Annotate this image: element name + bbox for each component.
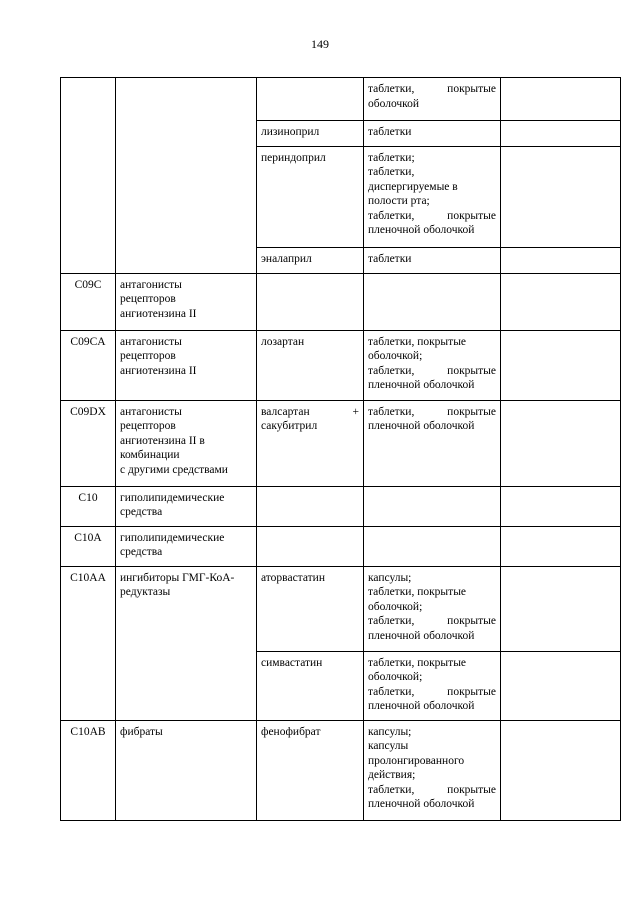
form-line: капсулы;: [368, 725, 412, 738]
table-row: [61, 720, 621, 820]
drug-cell: [257, 78, 364, 121]
group-cell: [116, 330, 257, 400]
group-cell: [116, 486, 257, 526]
form-line: оболочкой;: [368, 350, 423, 362]
form-line: пленочной оболочкой: [368, 379, 475, 391]
group-cell: [116, 273, 257, 330]
form-cell: [364, 146, 501, 247]
extra-cell: [501, 273, 621, 330]
form-line: таблетки;: [368, 151, 415, 164]
form-line: пленочной оболочкой: [368, 629, 475, 642]
drug-table: [60, 77, 621, 821]
group-cell: [116, 720, 257, 820]
group-line: антагонисты: [120, 405, 182, 418]
group-line: редуктазы: [120, 586, 171, 598]
table-row: [61, 566, 621, 651]
form-line: капсулы;: [368, 571, 412, 584]
form-line: оболочкой: [368, 97, 420, 110]
group-line: рецепторов: [120, 350, 176, 362]
form-text: покрытые: [447, 685, 496, 698]
group-line: ингибиторы ГМГ-КоА-: [120, 571, 235, 584]
group-line: ангиотензина II в: [120, 434, 205, 447]
form-text: таблетки,: [368, 405, 415, 418]
form-line: действия;: [368, 769, 416, 781]
drug-cell: лозартан: [257, 330, 364, 400]
atc-code-cell: [61, 78, 116, 274]
drug-line: валсартан +: [261, 405, 359, 418]
form-cell: [364, 330, 501, 400]
group-line: ангиотензина II: [120, 364, 197, 377]
form-cell: [364, 78, 501, 121]
group-line: гиполипидемические: [120, 531, 225, 544]
group-cell: [116, 566, 257, 720]
group-line: средства: [120, 546, 163, 558]
table-row: [61, 486, 621, 526]
group-line: рецепторов: [120, 420, 176, 432]
group-cell: [116, 526, 257, 566]
form-line: [368, 209, 496, 224]
form-line: пленочной оболочкой: [368, 700, 475, 712]
form-cell: [364, 273, 501, 330]
form-line: пленочной оболочкой: [368, 224, 475, 236]
drug-cell: валсартан + сакубитрил: [257, 400, 364, 486]
group-line: с другими средствами: [120, 463, 228, 476]
form-cell: [364, 566, 501, 651]
form-line: [368, 405, 496, 420]
extra-cell: [501, 486, 621, 526]
table-row: [61, 330, 621, 400]
form-line: таблетки, покрытые: [368, 335, 467, 348]
form-text: покрытые: [447, 364, 496, 377]
form-line: диспергируемые в: [368, 180, 458, 193]
group-cell: [116, 78, 257, 274]
page-number: 149: [311, 37, 329, 51]
drug-cell: лизиноприл: [257, 121, 364, 147]
form-line: [368, 685, 496, 700]
form-text: таблетки,: [368, 615, 415, 627]
drug-cell: [257, 526, 364, 566]
form-text: таблетки,: [368, 209, 415, 222]
extra-cell: [501, 330, 621, 400]
form-text: покрытые: [447, 405, 496, 418]
form-line: таблетки, покрытые: [368, 656, 467, 669]
form-cell: [364, 720, 501, 820]
extra-cell: [501, 400, 621, 486]
form-line: пролонгированного: [368, 754, 465, 767]
form-text: покрытые: [447, 615, 496, 627]
drug-cell: симвастатин: [257, 651, 364, 720]
drug-cell: [257, 486, 364, 526]
form-line: таблетки, покрытые: [368, 586, 467, 598]
group-line: комбинации: [120, 449, 180, 461]
table-row: [61, 78, 621, 121]
drug-cell: аторвастатин: [257, 566, 364, 651]
form-line: [368, 614, 496, 629]
group-cell: [116, 400, 257, 486]
extra-cell: [501, 566, 621, 651]
extra-cell: [501, 526, 621, 566]
form-text: таблетки,: [368, 364, 415, 377]
extra-cell: [501, 78, 621, 121]
form-text: таблетки,: [368, 783, 415, 796]
form-line: оболочкой;: [368, 600, 423, 613]
table-row: [61, 400, 621, 486]
form-text: таблетки,: [368, 685, 415, 698]
form-text: покрытые: [447, 783, 496, 796]
group-line: фибраты: [120, 725, 163, 738]
form-line: таблетки: [368, 126, 412, 138]
extra-cell: [501, 720, 621, 820]
form-cell: [364, 651, 501, 720]
form-line: пленочной оболочкой: [368, 420, 475, 432]
atc-code-cell: C10AA: [61, 566, 116, 720]
extra-cell: [501, 146, 621, 247]
form-line: таблетки: [368, 252, 412, 265]
form-line: оболочкой;: [368, 671, 423, 683]
form-line: [368, 82, 496, 97]
drug-cell: [257, 273, 364, 330]
form-line: капсулы: [368, 740, 409, 752]
form-line: [368, 783, 496, 798]
group-line: средства: [120, 506, 163, 518]
form-line: пленочной оболочкой: [368, 798, 475, 810]
extra-cell: [501, 121, 621, 147]
atc-code-cell: C10A: [61, 526, 116, 566]
group-line: рецепторов: [120, 293, 176, 305]
atc-code-cell: C10: [61, 486, 116, 526]
form-cell: [364, 247, 501, 273]
group-line: гиполипидемические: [120, 491, 225, 504]
atc-code-cell: C09DX: [61, 400, 116, 486]
form-cell: [364, 121, 501, 147]
form-cell: [364, 526, 501, 566]
form-line: полости рта;: [368, 195, 430, 207]
atc-code-cell: C10AB: [61, 720, 116, 820]
form-text: таблетки,: [368, 83, 415, 95]
drug-cell: фенофибрат: [257, 720, 364, 820]
drug-cell: периндоприл: [257, 146, 364, 247]
group-line: ангиотензина II: [120, 307, 197, 320]
atc-code-cell: C09C: [61, 273, 116, 330]
group-line: антагонисты: [120, 335, 182, 348]
table-row: [61, 273, 621, 330]
table-row: [61, 526, 621, 566]
form-line: таблетки,: [368, 166, 415, 178]
form-cell: [364, 400, 501, 486]
drug-cell: эналаприл: [257, 247, 364, 273]
extra-cell: [501, 247, 621, 273]
atc-code-cell: C09CA: [61, 330, 116, 400]
form-text: покрытые: [447, 83, 496, 95]
form-cell: [364, 486, 501, 526]
extra-cell: [501, 651, 621, 720]
form-line: [368, 364, 496, 379]
form-text: покрытые: [447, 209, 496, 222]
group-line: антагонисты: [120, 278, 182, 291]
